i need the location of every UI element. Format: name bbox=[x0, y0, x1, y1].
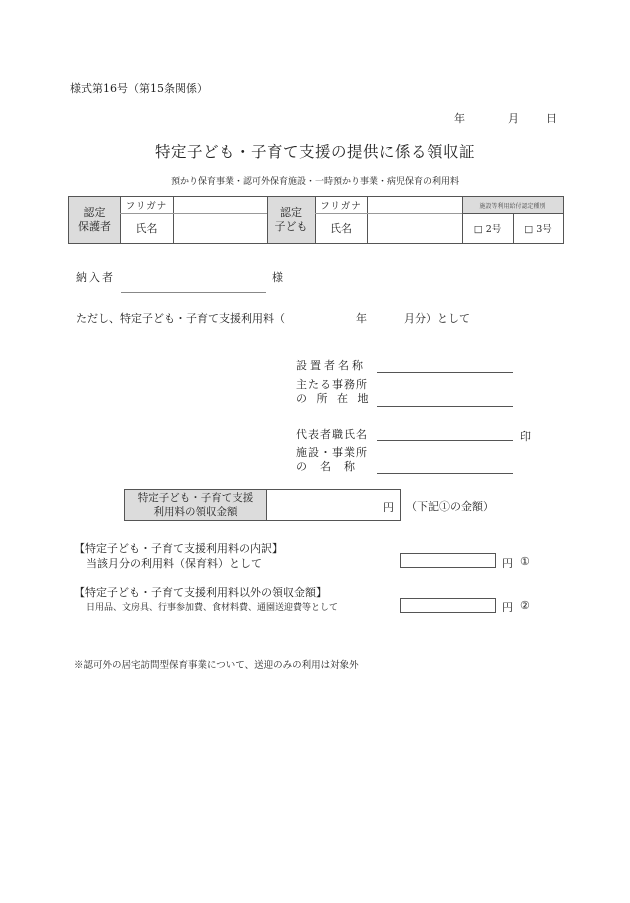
breakdown-section2-title: 【特定子ども・子育て支援利用料以外の領収金額】 bbox=[74, 586, 327, 599]
proviso-text: ただし、特定子ども・子育て支援利用料（ bbox=[76, 312, 285, 325]
payer-name-field[interactable] bbox=[121, 270, 266, 290]
received-amount-label-line1: 特定子ども・子育て支援 bbox=[137, 492, 254, 504]
guardian-label-line1: 認定 bbox=[83, 206, 106, 219]
child-name-label: 氏名 bbox=[330, 222, 352, 235]
received-amount-box bbox=[124, 489, 401, 521]
monthly-fee-input[interactable] bbox=[400, 553, 496, 568]
establisher-field[interactable] bbox=[377, 372, 513, 373]
received-amount-label-line2: 利用料の領収金額 bbox=[153, 506, 238, 518]
recipient-table bbox=[68, 196, 564, 244]
representative-label: 代表者職氏名 bbox=[296, 428, 368, 441]
table-divider bbox=[120, 213, 267, 214]
document-subtitle: 預かり保育事業・認可外保育施設・一時預かり事業・病児保育の利用料 bbox=[170, 177, 459, 187]
office-label-line2: の 所 在 地 bbox=[296, 392, 372, 405]
proviso-year-label: 年 bbox=[356, 312, 367, 325]
representative-field[interactable] bbox=[377, 440, 513, 441]
guardian-label bbox=[69, 197, 120, 243]
guardian-furigana-label: フリガナ bbox=[125, 201, 168, 212]
proviso-month-label: 月分）として bbox=[404, 312, 470, 325]
child-name-field[interactable] bbox=[367, 213, 462, 243]
table-divider bbox=[267, 197, 268, 243]
breakdown-section1-item: 当該月分の利用料（保育料）として bbox=[86, 557, 262, 570]
guardian-name-label: 氏名 bbox=[135, 222, 158, 235]
facility-label-line2: の 名 称 bbox=[296, 460, 356, 473]
payer-honorific: 様 bbox=[272, 271, 283, 284]
marker-2: ② bbox=[520, 599, 530, 612]
date-year-label: 年 bbox=[454, 112, 465, 125]
guardian-label-line2: 保護者 bbox=[78, 220, 111, 233]
date-month-label: 月 bbox=[508, 112, 519, 125]
table-divider bbox=[462, 197, 463, 243]
date-day-label: 日 bbox=[546, 112, 557, 125]
establisher-label: 設置者名称 bbox=[296, 359, 366, 372]
table-divider bbox=[173, 197, 174, 243]
table-divider bbox=[315, 197, 316, 243]
certification-type-2-checkbox[interactable]: □ 2号 bbox=[473, 224, 502, 235]
table-divider bbox=[462, 213, 563, 214]
monthly-fee-unit: 円 bbox=[502, 557, 513, 570]
table-divider bbox=[120, 197, 121, 243]
seal-mark: 印 bbox=[520, 430, 531, 443]
child-furigana-field[interactable] bbox=[367, 197, 462, 213]
breakdown-section2-item: 日用品、文房具、行事参加費、食材料費、通園送迎費等として bbox=[86, 603, 339, 613]
footnote: ※認可外の居宅訪問型保育事業について、送迎のみの利用は対象外 bbox=[74, 660, 359, 671]
facility-name-field[interactable] bbox=[377, 473, 513, 474]
table-divider bbox=[513, 213, 514, 243]
payer-label: 納入者 bbox=[76, 271, 115, 284]
child-furigana-label: フリガナ bbox=[320, 201, 362, 212]
certification-type-header: 施設等利用給付認定種別 bbox=[462, 197, 563, 213]
document-title: 特定子ども・子育て支援の提供に係る領収証 bbox=[154, 143, 475, 161]
child-label-line1: 認定 bbox=[280, 206, 302, 219]
received-amount-unit: 円 bbox=[383, 501, 394, 514]
other-fees-input[interactable] bbox=[400, 598, 496, 613]
certification-type-3-checkbox[interactable]: □ 3号 bbox=[524, 224, 552, 235]
table-divider bbox=[315, 213, 462, 214]
received-amount-note: （下記①の金額） bbox=[406, 500, 494, 513]
received-amount-label bbox=[125, 490, 267, 520]
child-label bbox=[267, 197, 315, 243]
breakdown-section1-title: 【特定子ども・子育て支援利用料の内訳】 bbox=[74, 542, 283, 555]
marker-1: ① bbox=[520, 555, 530, 568]
table-divider bbox=[367, 197, 368, 243]
form-number: 様式第16号（第15条関係） bbox=[70, 82, 208, 95]
payer-underline bbox=[121, 292, 266, 293]
office-address-field[interactable] bbox=[377, 406, 513, 407]
received-amount-field[interactable] bbox=[268, 490, 378, 520]
office-label-line1: 主たる事務所 bbox=[296, 378, 368, 391]
guardian-name-field[interactable] bbox=[173, 213, 267, 243]
facility-label-line1: 施設・事業所 bbox=[296, 446, 368, 459]
guardian-furigana-field[interactable] bbox=[173, 197, 267, 213]
child-label-line2: 子ども bbox=[274, 220, 308, 233]
other-fees-unit: 円 bbox=[502, 601, 513, 614]
